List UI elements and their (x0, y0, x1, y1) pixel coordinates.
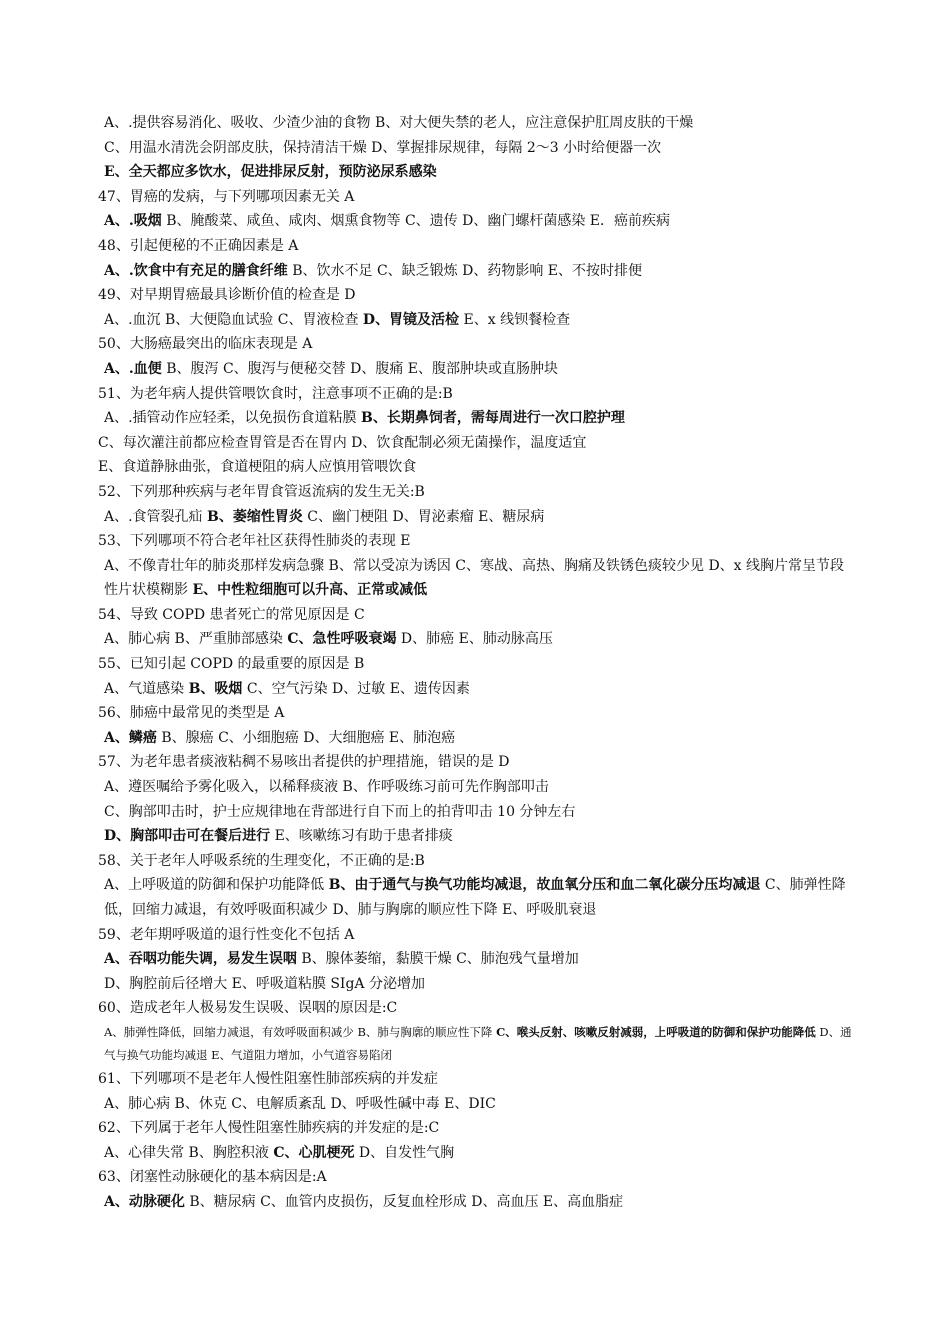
text-run: B、糖尿病 C、血管内皮损伤，反复血栓形成 D、高血压 E、高血脂症 (184, 1193, 624, 1210)
text-line (98, 824, 858, 849)
text-run: 53、下列哪项不符合老年社区获得性肺炎的表现 E (98, 533, 411, 550)
text-line (98, 505, 858, 530)
answer-highlight: B、由于通气与换气功能均减退，故血氧分压和血二氧化碳分压均减退 (328, 877, 761, 894)
text-line (98, 750, 858, 775)
answer-highlight: A、鳞癌 (104, 729, 157, 746)
text-line (98, 1067, 858, 1092)
text-run: 59、老年期呼吸道的退行性变化不包括 A (98, 926, 355, 943)
text-run: A、.食管裂孔疝 (104, 508, 208, 525)
answer-highlight: C、急性呼吸衰竭 (287, 631, 397, 648)
text-line (98, 308, 858, 333)
text-line (98, 1165, 858, 1190)
answer-highlight: C、心肌梗死 (273, 1144, 355, 1161)
text-line (98, 1116, 858, 1141)
text-run: 52、下列那种疾病与老年胃食管返流病的发生无关:B (98, 483, 425, 500)
text-line (98, 185, 858, 210)
text-line (98, 160, 858, 185)
text-run: A、遵医嘱给予雾化吸入，以稀释痰液 B、作呼吸练习前可先作胸部叩击 (104, 779, 549, 796)
text-line (98, 701, 858, 726)
answer-highlight: E、全天都应多饮水，促进排尿反射，预防泌尿系感染 (104, 164, 437, 181)
answer-highlight: D、胃镜及活检 (362, 311, 460, 328)
text-run: 49、对早期胃癌最具诊断价值的检查是 D (98, 287, 356, 304)
text-run: 60、造成老年人极易发生误吸、误咽的原因是:C (98, 1000, 398, 1017)
text-line (98, 455, 858, 480)
answer-highlight: A、.血便 (104, 360, 162, 377)
text-line (98, 554, 858, 603)
text-run: A、肺弹性降低，回缩力减退，有效呼吸面积减少 B、肺与胸廓的顺应性下降 (104, 1024, 497, 1039)
text-line (98, 677, 858, 702)
text-run: 48、引起便秘的不正确因素是 A (98, 237, 299, 254)
text-line (98, 627, 858, 652)
text-line (98, 775, 858, 800)
text-run: 51、为老年病人提供管喂饮食时，注意事项不正确的是:B (98, 385, 453, 402)
text-line (98, 603, 858, 628)
text-line (98, 873, 858, 922)
text-run: A、.血沉 B、大便隐血试验 C、胃液检查 (104, 311, 363, 328)
text-run: A、不像青壮年的肺炎那样发病急骤 B、常以受凉为诱因 C、寒战、高热、胸痛及铁锈色痰较少见 D、x 线胸片常呈节段性片状模糊影 (104, 557, 845, 599)
answer-highlight: B、长期鼻饲者，需每周进行一次口腔护理 (361, 410, 625, 427)
text-run: C、用温水清洗会阴部皮肤，保持清洁干燥 D、掌握排尿规律，每隔 2～3 小时给便器一次 (104, 139, 662, 156)
answer-highlight: A、动脉硬化 (104, 1193, 185, 1210)
text-run: D、肺癌 E、肺动脉高压 (396, 631, 553, 648)
answer-highlight: D、胸部叩击可在餐后进行 (104, 828, 271, 845)
text-line (98, 800, 858, 825)
answer-highlight: A、.饮食中有充足的膳食纤维 (104, 262, 288, 279)
text-line (98, 529, 858, 554)
document-body (98, 111, 858, 1215)
text-run: 55、已知引起 COPD 的最重要的原因是 B (98, 656, 365, 673)
text-line (98, 357, 858, 382)
text-run: B、腺癌 C、小细胞癌 D、大细胞癌 E、肺泡癌 (156, 729, 456, 746)
text-run: D、通气与换气功能均减退 E、气道阻力增加，小气道容易陷闭 (104, 1024, 852, 1062)
text-line (98, 209, 858, 234)
text-run: A、.提供容易消化、吸收、少渣少油的食物 B、对大便失禁的老人，应注意保护肛周皮肤的干燥 (104, 115, 694, 131)
text-line (98, 111, 858, 136)
text-run: 50、大肠癌最突出的临床表现是 A (98, 336, 313, 353)
text-run: C、空气污染 D、过敏 E、遗传因素 (242, 680, 470, 697)
text-run: 47、胃癌的发病，与下列哪项因素无关 A (98, 188, 355, 205)
text-run: A、肺心病 B、休克 C、电解质紊乱 D、呼吸性碱中毒 E、DIC (104, 1095, 496, 1112)
text-line (98, 234, 858, 259)
text-run: C、肺弹性降低，回缩力减退，有效呼吸面积减少 D、肺与胸廓的顺应性下降 E、呼吸肌衰退 (104, 877, 846, 918)
text-run: 56、肺癌中最常见的类型是 A (98, 705, 285, 722)
text-run: A、气道感染 (104, 680, 189, 697)
text-run: E、x 线钡餐检查 (459, 311, 571, 328)
text-run: A、上呼吸道的防御和保护功能降低 (104, 877, 329, 894)
text-line (98, 1092, 858, 1117)
text-run: C、胸部叩击时，护士应规律地在背部进行自下而上的拍背叩击 10 分钟左右 (104, 803, 576, 820)
text-run: 58、关于老年人呼吸系统的生理变化，不正确的是:B (98, 852, 425, 869)
answer-highlight: A、.吸烟 (104, 213, 162, 230)
text-line (98, 259, 858, 284)
text-run: B、腹泻 C、腹泻与便秘交替 D、腹痛 E、腹部肿块或直肠肿块 (161, 360, 558, 377)
text-run: B、腺体萎缩，黏膜干燥 C、肺泡残气量增加 (296, 951, 579, 968)
text-line (98, 923, 858, 948)
text-line (98, 996, 858, 1021)
text-run: E、食道静脉曲张，食道梗阻的病人应慎用管喂饮食 (98, 459, 417, 476)
text-run: A、.插管动作应轻柔，以免损伤食道粘膜 (104, 410, 362, 427)
text-run: D、自发性气胸 (354, 1144, 455, 1161)
text-line (98, 406, 858, 431)
text-run: 54、导致 COPD 患者死亡的常见原因是 C (98, 606, 365, 623)
text-line (98, 431, 858, 456)
text-run: A、肺心病 B、严重肺部感染 (104, 631, 288, 648)
answer-highlight: C、喉头反射、咳嗽反射减弱，上呼吸道的防御和保护功能降低 (496, 1024, 816, 1039)
text-run: C、每次灌注前都应检查胃管是否在胃内 D、饮食配制必须无菌操作，温度适宜 (98, 434, 587, 451)
text-line (98, 1190, 858, 1215)
text-run: B、饮水不足 C、缺乏锻炼 D、药物影响 E、不按时排便 (287, 262, 642, 279)
text-line (98, 947, 858, 972)
text-line (98, 480, 858, 505)
text-run: D、胸腔前后径增大 E、呼吸道粘膜 SIgA 分泌增加 (104, 975, 425, 992)
text-line (98, 332, 858, 357)
text-run: 57、为老年患者痰液粘稠不易咳出者提供的护理措施，错误的是 D (98, 754, 510, 771)
text-run: E、咳嗽练习有助于患者排痰 (270, 828, 453, 845)
text-run: A、心律失常 B、胸腔积液 (104, 1144, 274, 1161)
text-run: 61、下列哪项不是老年人慢性阻塞性肺部疾病的并发症 (98, 1070, 438, 1087)
text-line (98, 972, 858, 997)
text-run: 62、下列属于老年人慢性阻塞性肺疾病的并发症的是:C (98, 1120, 440, 1137)
text-line (98, 726, 858, 751)
text-run: 63、闭塞性动脉硬化的基本病因是:A (98, 1169, 327, 1186)
text-line (98, 283, 858, 308)
text-line (98, 1021, 858, 1067)
text-line (98, 136, 858, 161)
text-line (98, 1141, 858, 1166)
answer-highlight: A、吞咽功能失调，易发生误咽 (104, 951, 297, 968)
text-run: C、幽门梗阻 D、胃泌素瘤 E、糖尿病 (302, 508, 545, 525)
answer-highlight: E、中性粒细胞可以升高、正常或减低 (192, 582, 428, 599)
text-line (98, 652, 858, 677)
answer-highlight: B、萎缩性胃炎 (207, 508, 303, 525)
answer-highlight: B、吸烟 (188, 680, 243, 697)
text-line (98, 849, 858, 874)
text-line (98, 382, 858, 407)
text-run: B、腌酸菜、咸鱼、咸肉、烟熏食物等 C、遗传 D、幽门螺杆菌感染 E．癌前疾病 (161, 213, 670, 230)
